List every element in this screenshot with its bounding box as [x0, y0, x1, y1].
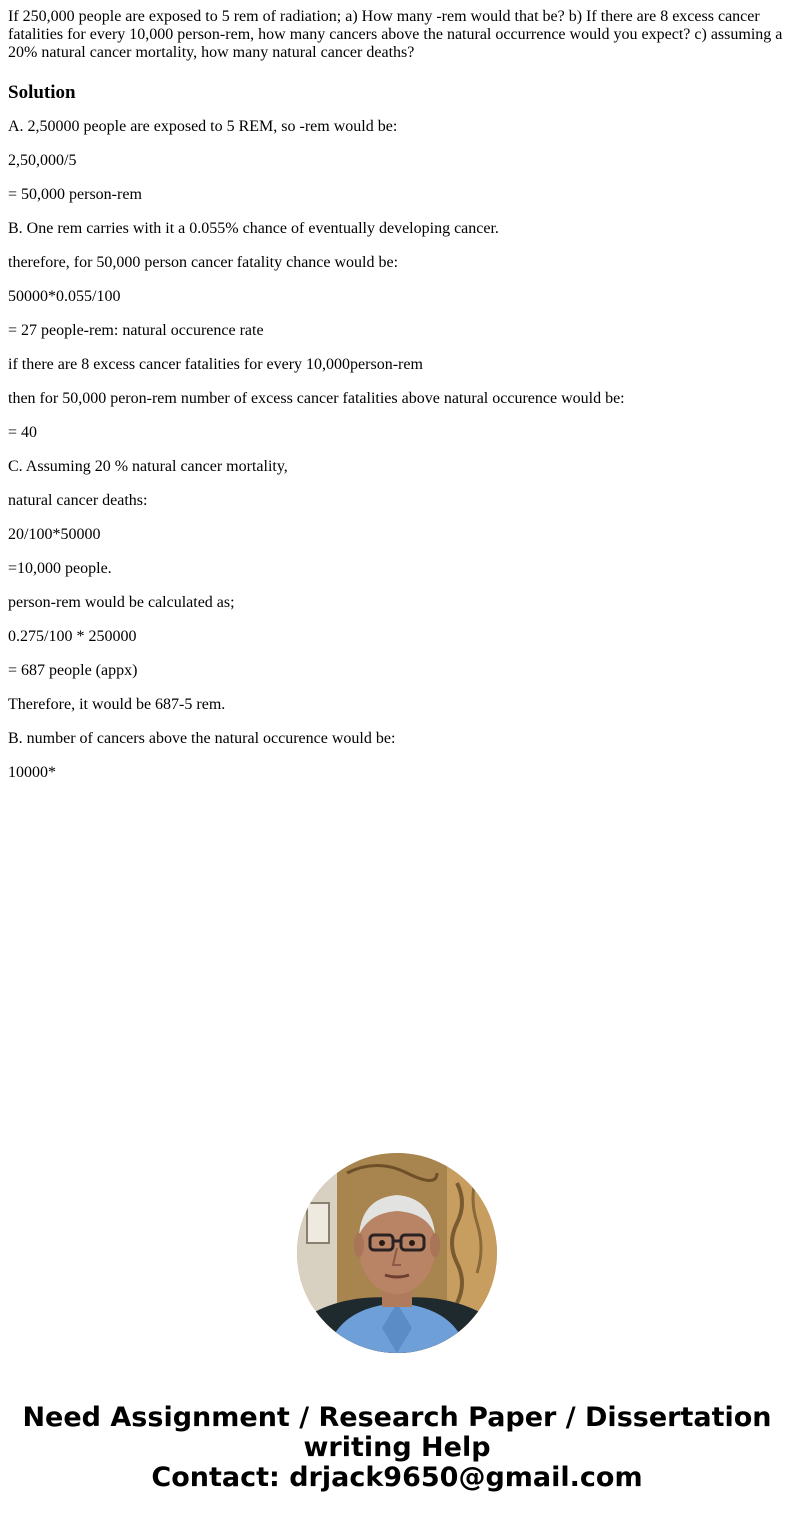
solution-line: therefore, for 50,000 person cancer fatality chance would be:: [8, 254, 399, 271]
solution-line: 0.275/100 * 250000: [8, 628, 137, 645]
solution-line: 50000*0.055/100: [8, 288, 121, 305]
solution-line: person-rem would be calculated as;: [8, 594, 235, 611]
solution-line: =10,000 people.: [8, 560, 112, 577]
solution-line: B. number of cancers above the natural occurence would be:: [8, 730, 396, 747]
solution-line: 20/100*50000: [8, 526, 101, 543]
solution-line: = 687 people (appx): [8, 662, 138, 679]
solution-line: C. Assuming 20 % natural cancer mortality,: [8, 458, 288, 475]
solution-line: 2,50,000/5: [8, 152, 77, 169]
solution-line: = 50,000 person-rem: [8, 186, 142, 203]
promo-banner: [0, 1403, 794, 1493]
solution-line: B. One rem carries with it a 0.055% chance of eventually developing cancer.: [8, 220, 499, 237]
solution-line: natural cancer deaths:: [8, 492, 148, 509]
solution-line: if there are 8 excess cancer fatalities for every 10,000person-rem: [8, 356, 423, 373]
tutor-avatar: [297, 1153, 497, 1353]
promo-line: writing Help: [303, 1432, 491, 1463]
solution-line: Therefore, it would be 687-5 rem.: [8, 696, 226, 713]
solution-line: A. 2,50000 people are exposed to 5 REM, so -rem would be:: [8, 118, 398, 135]
solution-line: = 27 people-rem: natural occurence rate: [8, 322, 264, 339]
solution-lines: [8, 118, 786, 782]
document-body: [8, 8, 786, 798]
question-text: If 250,000 people are exposed to 5 rem of radiation; a) How many -rem would that be? b) If there are 8 excess cancer fatalities for every 10,000 person-rem, how many cancers above the natural occurrence would you expect? c) assuming a 20% natural cancer mortality, how many natural cancer deaths?: [8, 8, 783, 61]
solution-heading: Solution: [8, 82, 76, 103]
solution-line: = 40: [8, 424, 38, 441]
promo-contact: Contact: drjack9650@gmail.com: [151, 1462, 643, 1493]
promo-line: Need Assignment / Research Paper / Dissertation: [22, 1402, 772, 1433]
solution-line: 10000*: [8, 764, 56, 781]
solution-line: then for 50,000 peron-rem number of excess cancer fatalities above natural occurence would be:: [8, 390, 625, 407]
person-photo-icon: [297, 1153, 497, 1353]
